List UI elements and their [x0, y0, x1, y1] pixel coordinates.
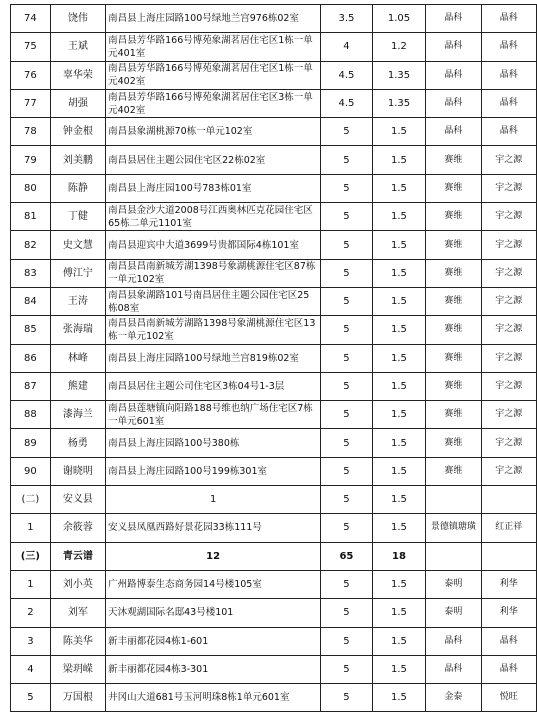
module-brand: 赛维 — [426, 287, 481, 315]
module-brand: 赛维 — [426, 174, 481, 202]
section-number: (二) — [11, 486, 51, 514]
installer-company: 晶科 — [481, 61, 536, 89]
install-address: 天沐观湖国际名邸43号楼101 — [106, 599, 321, 627]
installer-company: 晶科 — [481, 33, 536, 61]
installer-company: 利华 — [481, 599, 536, 627]
subsidy-value: 1.5 — [372, 259, 426, 287]
module-brand: 赛维 — [426, 259, 481, 287]
owner-name: 刘美鹏 — [50, 146, 105, 174]
install-address: 南昌县迎宾中大道3699号贵都国际4栋101室 — [106, 231, 321, 259]
capacity-value: 5 — [321, 316, 373, 344]
install-address: 南昌县昌南新城芳湖1398号象湖桃源住宅区87栋一单元102室 — [106, 259, 321, 287]
module-brand: 赛维 — [426, 401, 481, 429]
install-address: 新丰丽都花园4栋3-301 — [106, 655, 321, 683]
owner-name: 张海瑞 — [50, 316, 105, 344]
subsidy-value: 1.5 — [372, 344, 426, 372]
section-name: 安义县 — [50, 486, 105, 514]
capacity-value: 5 — [321, 655, 373, 683]
table-row — [11, 570, 537, 598]
subsidy-value: 1.05 — [372, 5, 426, 33]
capacity-value: 5 — [321, 146, 373, 174]
capacity-value: 5 — [321, 372, 373, 400]
install-address: 南昌县上海庄园路100号绿地兰宫976栋02室 — [106, 5, 321, 33]
owner-name: 傅江宁 — [50, 259, 105, 287]
installer-company: 宇之源 — [481, 316, 536, 344]
section-subsidy-total: 18 — [372, 542, 426, 570]
module-brand: 晶科 — [426, 627, 481, 655]
subsidy-value: 1.2 — [372, 33, 426, 61]
section-capacity-total: 65 — [321, 542, 373, 570]
table-row — [11, 372, 537, 400]
capacity-value: 5 — [321, 514, 373, 542]
capacity-value: 5 — [321, 684, 373, 712]
installer-company: 晶科 — [481, 655, 536, 683]
module-brand: 晶科 — [426, 61, 481, 89]
capacity-value: 5 — [321, 174, 373, 202]
row-number: 81 — [11, 203, 51, 231]
row-number: 86 — [11, 344, 51, 372]
section-name: 青云谱 — [50, 542, 105, 570]
installer-company: 宇之源 — [481, 372, 536, 400]
subsidy-value: 1.5 — [372, 429, 426, 457]
install-address: 南昌县居住主题公司住宅区3栋04号1-3层 — [106, 372, 321, 400]
module-brand: 晶科 — [426, 33, 481, 61]
owner-name: 饶伟 — [50, 5, 105, 33]
capacity-value: 5 — [321, 627, 373, 655]
capacity-value: 5 — [321, 118, 373, 146]
module-brand: 赛维 — [426, 429, 481, 457]
module-brand: 赛维 — [426, 344, 481, 372]
table-row — [11, 118, 537, 146]
module-brand: 晶科 — [426, 655, 481, 683]
table-row — [11, 174, 537, 202]
install-address: 南昌县象湖桃源70栋一单元102室 — [106, 118, 321, 146]
table-row — [11, 457, 537, 485]
row-number: 80 — [11, 174, 51, 202]
subsidy-value: 1.5 — [372, 231, 426, 259]
table-row — [11, 344, 537, 372]
row-number: 1 — [11, 514, 51, 542]
table-row — [11, 599, 537, 627]
subsidy-value: 1.5 — [372, 372, 426, 400]
row-number: 75 — [11, 33, 51, 61]
owner-name: 王涛 — [50, 287, 105, 315]
installer-company: 宇之源 — [481, 401, 536, 429]
owner-name: 刘小英 — [50, 570, 105, 598]
module-brand: 金泰 — [426, 684, 481, 712]
table-row — [11, 146, 537, 174]
owner-name: 辜华荣 — [50, 61, 105, 89]
subsidy-value: 1.5 — [372, 287, 426, 315]
install-address: 南昌县象湖路101号南昌居住主题公园住宅区25栋08室 — [106, 287, 321, 315]
installer-company: 红正祥 — [481, 514, 536, 542]
installer-company: 宇之源 — [481, 344, 536, 372]
installer-company: 宇之源 — [481, 457, 536, 485]
empty-cell — [481, 486, 536, 514]
owner-name: 万国根 — [50, 684, 105, 712]
subsidy-value: 1.5 — [372, 401, 426, 429]
row-number: 74 — [11, 5, 51, 33]
install-address: 南昌县上海庄园路100号380栋 — [106, 429, 321, 457]
installer-company: 宇之源 — [481, 287, 536, 315]
row-number: 77 — [11, 89, 51, 117]
subsidy-value: 1.5 — [372, 514, 426, 542]
table-row — [11, 5, 537, 33]
row-number: 79 — [11, 146, 51, 174]
installer-company: 宇之源 — [481, 429, 536, 457]
module-brand: 赛维 — [426, 457, 481, 485]
row-number: 3 — [11, 627, 51, 655]
module-brand: 泰明 — [426, 599, 481, 627]
capacity-value: 5 — [321, 344, 373, 372]
table-row — [11, 33, 537, 61]
capacity-value: 5 — [321, 570, 373, 598]
capacity-value: 4 — [321, 33, 373, 61]
subsidy-value: 1.5 — [372, 146, 426, 174]
installer-company: 晶科 — [481, 627, 536, 655]
installer-company: 宇之源 — [481, 203, 536, 231]
section-count: 1 — [106, 486, 321, 514]
module-brand: 晶科 — [426, 5, 481, 33]
table-row — [11, 514, 537, 542]
owner-name: 陈美华 — [50, 627, 105, 655]
section-number: (三) — [11, 542, 51, 570]
owner-name: 余筱蓉 — [50, 514, 105, 542]
table-row — [11, 429, 537, 457]
subsidy-value: 1.5 — [372, 627, 426, 655]
installer-company: 宇之源 — [481, 146, 536, 174]
owner-name: 林峰 — [50, 344, 105, 372]
section-row — [11, 486, 537, 514]
row-number: 4 — [11, 655, 51, 683]
row-number: 88 — [11, 401, 51, 429]
subsidy-value: 1.5 — [372, 684, 426, 712]
owner-name: 陈静 — [50, 174, 105, 202]
table-row — [11, 61, 537, 89]
subsidy-value: 1.5 — [372, 203, 426, 231]
module-brand: 赛维 — [426, 146, 481, 174]
row-number: 5 — [11, 684, 51, 712]
row-number: 2 — [11, 599, 51, 627]
capacity-value: 4.5 — [321, 61, 373, 89]
owner-name: 丁健 — [50, 203, 105, 231]
row-number: 90 — [11, 457, 51, 485]
row-number: 85 — [11, 316, 51, 344]
subsidy-value: 1.5 — [372, 174, 426, 202]
section-row — [11, 542, 537, 570]
install-address: 南昌县芳华路166号博苑象湖茗居住宅区1栋一单元401室 — [106, 33, 321, 61]
install-address: 南昌县金沙大道2008号江西奥林匹克花园住宅区65栋二单元1101室 — [106, 203, 321, 231]
capacity-value: 5 — [321, 401, 373, 429]
table-row — [11, 89, 537, 117]
install-address: 南昌县芳华路166号博苑象湖茗居住宅区1栋一单元402室 — [106, 61, 321, 89]
table-row — [11, 287, 537, 315]
capacity-value: 5 — [321, 231, 373, 259]
installer-company: 宇之源 — [481, 231, 536, 259]
row-number: 83 — [11, 259, 51, 287]
subsidy-value: 1.5 — [372, 599, 426, 627]
subsidy-value: 1.35 — [372, 61, 426, 89]
installer-company: 晶科 — [481, 5, 536, 33]
install-address: 南昌县莲塘镇向阳路188号维也纳广场住宅区7栋一单元601室 — [106, 401, 321, 429]
module-brand: 晶科 — [426, 89, 481, 117]
module-brand: 晶科 — [426, 118, 481, 146]
module-brand: 赛维 — [426, 231, 481, 259]
capacity-value: 3.5 — [321, 5, 373, 33]
owner-name: 杨勇 — [50, 429, 105, 457]
row-number: 82 — [11, 231, 51, 259]
empty-cell — [426, 542, 481, 570]
section-capacity-total: 5 — [321, 486, 373, 514]
install-address: 南昌县芳华路166号博苑象湖茗居住宅区3栋一单元402室 — [106, 89, 321, 117]
table-row — [11, 203, 537, 231]
table-row — [11, 401, 537, 429]
installation-table — [10, 4, 537, 712]
row-number: 87 — [11, 372, 51, 400]
subsidy-value: 1.5 — [372, 118, 426, 146]
capacity-value: 5 — [321, 203, 373, 231]
installer-company: 悦旺 — [481, 684, 536, 712]
table-row — [11, 627, 537, 655]
subsidy-value: 1.5 — [372, 570, 426, 598]
install-address: 南昌县上海庄园100号783栋01室 — [106, 174, 321, 202]
capacity-value: 5 — [321, 287, 373, 315]
subsidy-value: 1.5 — [372, 655, 426, 683]
module-brand: 景德镇瑭璜 — [426, 514, 481, 542]
owner-name: 王斌 — [50, 33, 105, 61]
installer-company: 宇之源 — [481, 259, 536, 287]
installer-company: 利华 — [481, 570, 536, 598]
owner-name: 梁玥嵘 — [50, 655, 105, 683]
install-address: 广州路博泰生态商务园14号楼105室 — [106, 570, 321, 598]
table-row — [11, 684, 537, 712]
owner-name: 胡强 — [50, 89, 105, 117]
row-number: 89 — [11, 429, 51, 457]
installer-company: 晶科 — [481, 118, 536, 146]
owner-name: 刘军 — [50, 599, 105, 627]
installer-company: 宇之源 — [481, 174, 536, 202]
row-number: 76 — [11, 61, 51, 89]
subsidy-value: 1.35 — [372, 89, 426, 117]
row-number: 84 — [11, 287, 51, 315]
install-address: 南昌县居住主题公园住宅区22栋02室 — [106, 146, 321, 174]
owner-name: 熊建 — [50, 372, 105, 400]
install-address: 南昌县昌南新城芳湖路1398号象湖桃源住宅区13栋一单元102室 — [106, 316, 321, 344]
row-number: 1 — [11, 570, 51, 598]
install-address: 安义县凤凰西路好景花园33栋111号 — [106, 514, 321, 542]
owner-name: 钟金根 — [50, 118, 105, 146]
install-address: 南昌县上海庄园路100号绿地兰宫819栋02室 — [106, 344, 321, 372]
module-brand: 赛维 — [426, 203, 481, 231]
install-address: 南昌县上海庄园路100号199栋301室 — [106, 457, 321, 485]
module-brand: 泰明 — [426, 570, 481, 598]
table-row — [11, 259, 537, 287]
capacity-value: 5 — [321, 599, 373, 627]
capacity-value: 5 — [321, 457, 373, 485]
empty-cell — [481, 542, 536, 570]
capacity-value: 5 — [321, 259, 373, 287]
installer-company: 晶科 — [481, 89, 536, 117]
table-row — [11, 316, 537, 344]
capacity-value: 5 — [321, 429, 373, 457]
owner-name: 谢晓明 — [50, 457, 105, 485]
section-count: 12 — [106, 542, 321, 570]
empty-cell — [426, 486, 481, 514]
table-row — [11, 655, 537, 683]
module-brand: 赛维 — [426, 372, 481, 400]
install-address: 井冈山大道681号玉河明珠8栋1单元601室 — [106, 684, 321, 712]
capacity-value: 4.5 — [321, 89, 373, 117]
subsidy-value: 1.5 — [372, 316, 426, 344]
owner-name: 漆海兰 — [50, 401, 105, 429]
subsidy-value: 1.5 — [372, 457, 426, 485]
module-brand: 赛维 — [426, 316, 481, 344]
table-row — [11, 231, 537, 259]
row-number: 78 — [11, 118, 51, 146]
install-address: 新丰丽都花园4栋1-601 — [106, 627, 321, 655]
owner-name: 史文慧 — [50, 231, 105, 259]
section-subsidy-total: 1.5 — [372, 486, 426, 514]
